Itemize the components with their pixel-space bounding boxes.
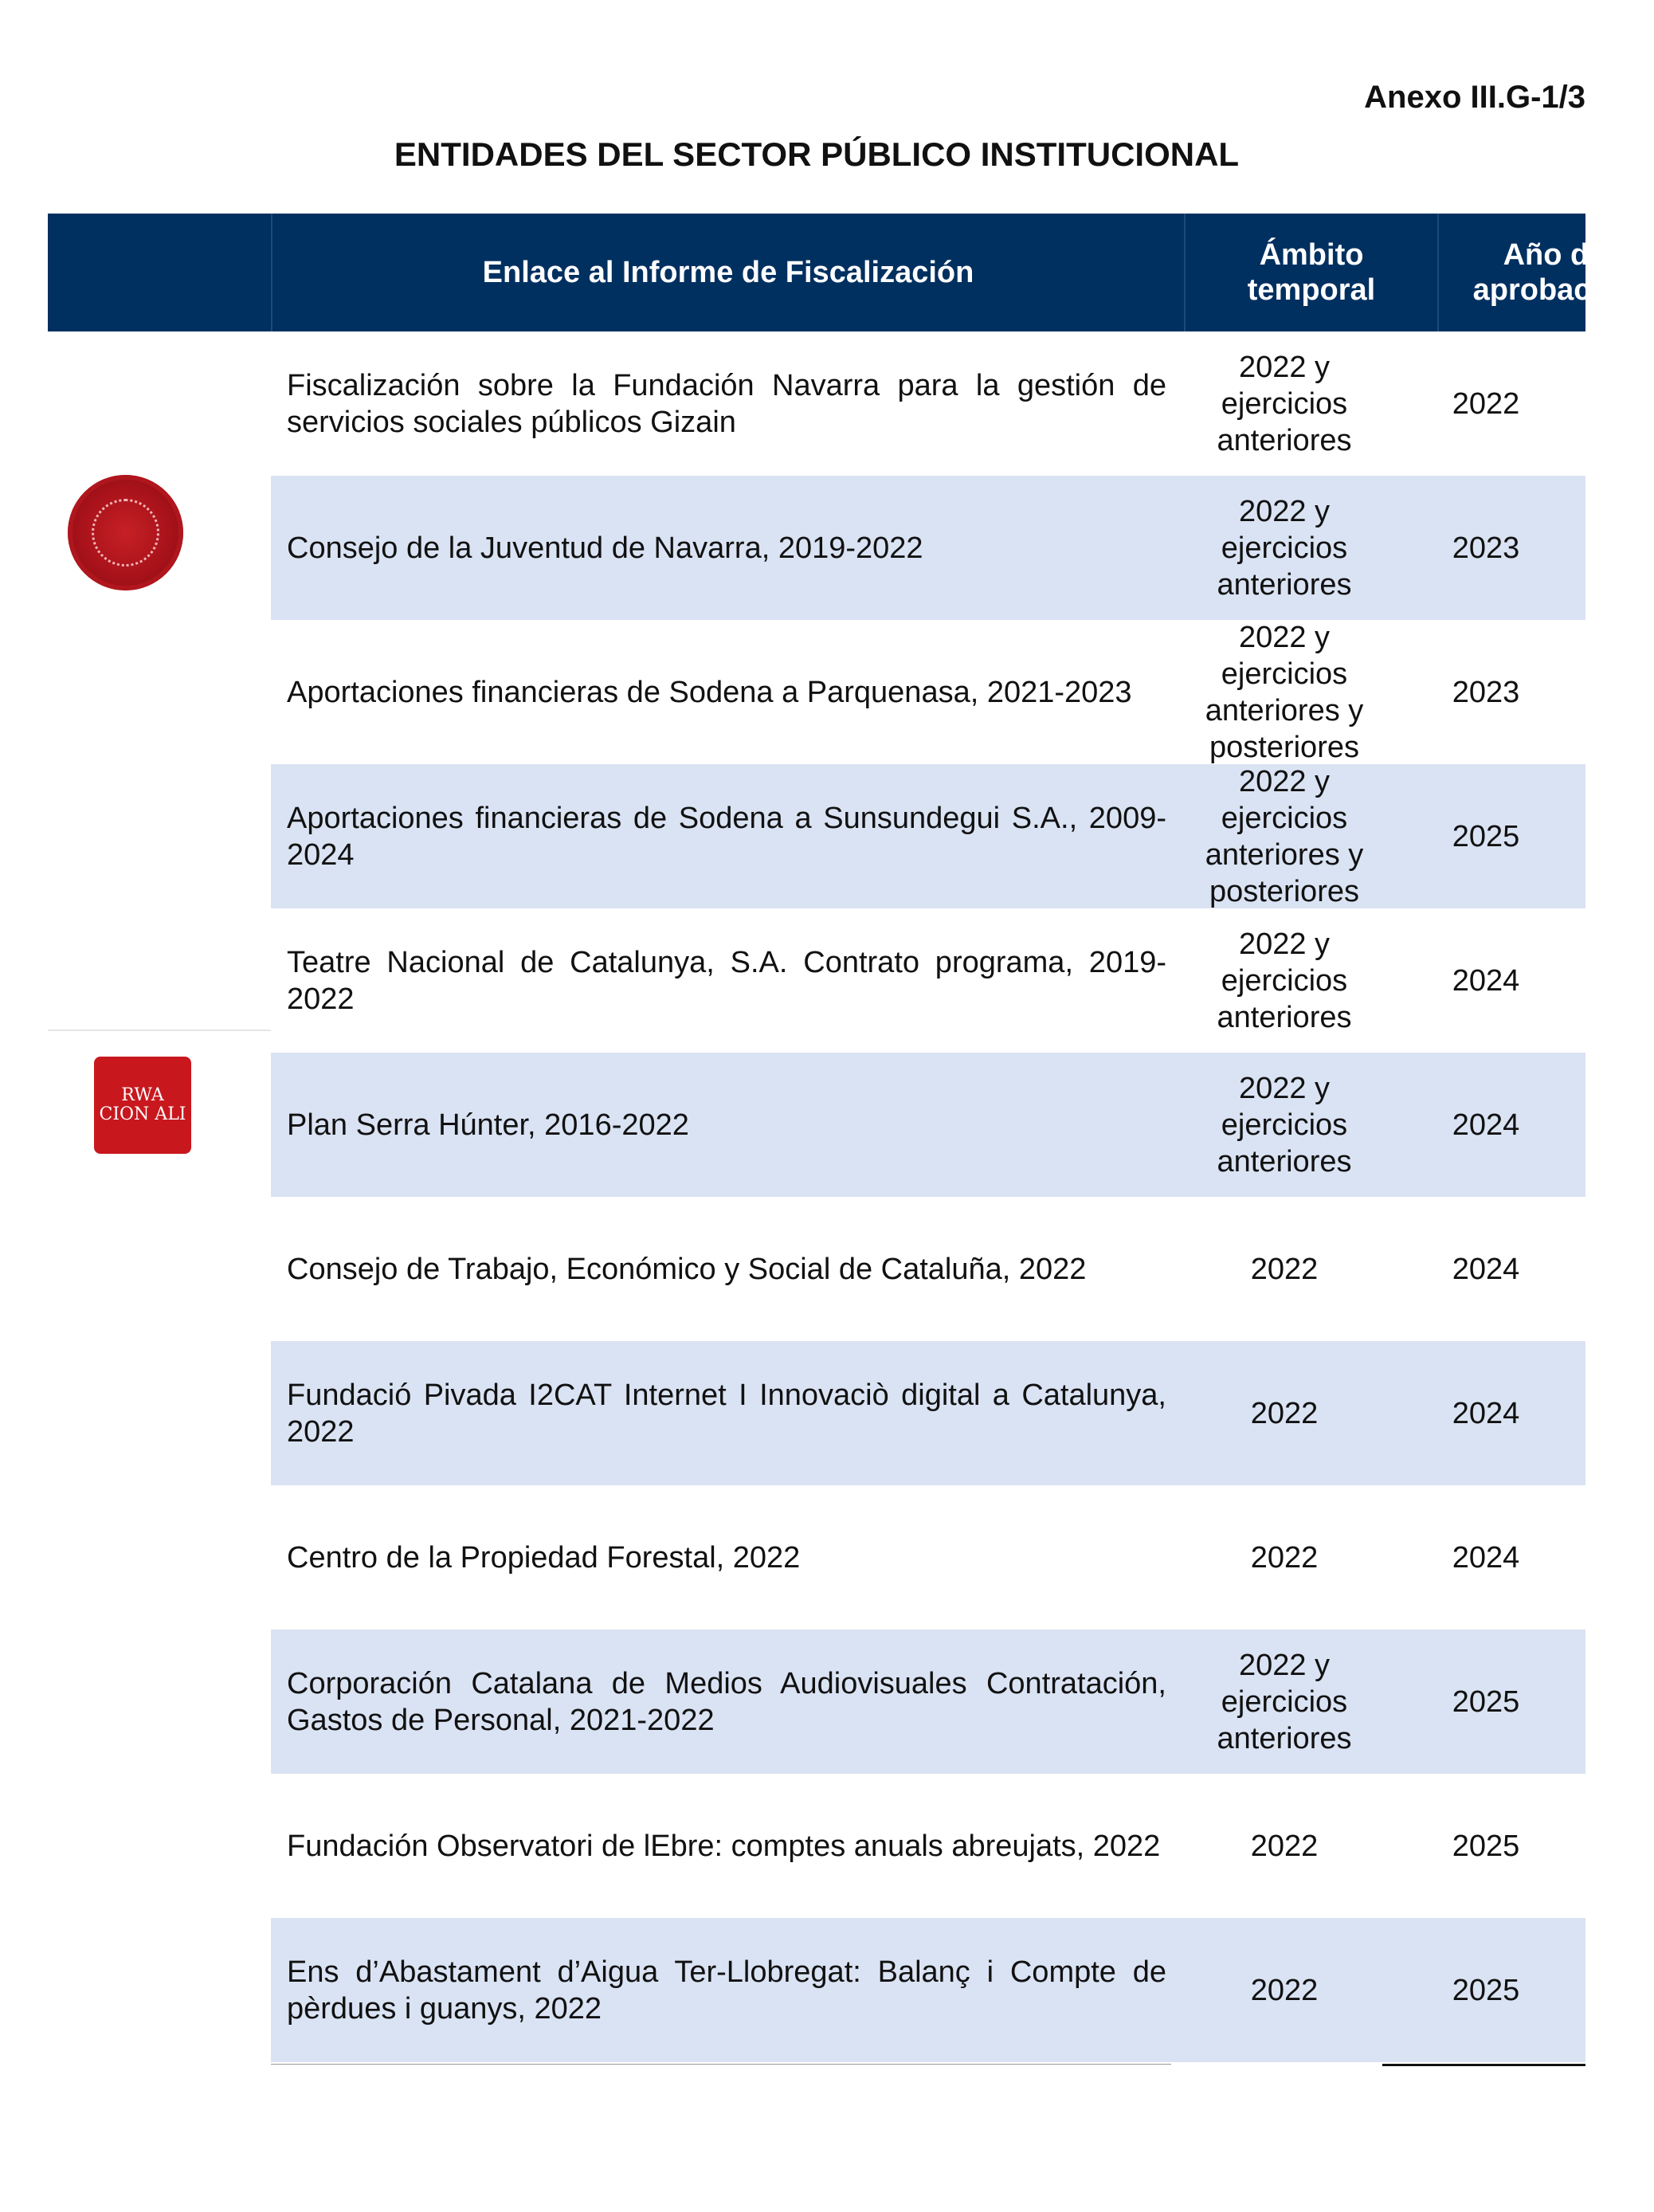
report-link[interactable]: Centro de la Propiedad Forestal, 2022 <box>287 1540 801 1575</box>
table-row <box>48 1630 1585 1774</box>
report-link[interactable]: Aportaciones financieras de Sodena a Parquenasa, 2021-2023 <box>287 675 1132 709</box>
scope-cell: 2022 <box>1250 1252 1319 1286</box>
table-row <box>48 1341 1585 1485</box>
report-link[interactable]: Fundación Observatori de lEbre: comptes anuals abreujats, 2022 <box>287 1829 1161 1863</box>
table-row <box>48 1197 1585 1341</box>
report-link[interactable]: Aportaciones financieras de Sodena a Sunsundegui S.A., 2009-2024 <box>271 764 1182 908</box>
scope-cell: 2022 y ejercicios anteriores y posteriores <box>1205 620 1364 764</box>
scope-cell: 2022 y ejercicios anteriores <box>1182 1630 1386 1774</box>
year-cell: 2025 <box>1386 1918 1585 2062</box>
year-cell: 2024 <box>1452 963 1520 998</box>
year-cell: 2023 <box>1452 675 1520 709</box>
year-cell: 2025 <box>1452 1829 1520 1863</box>
table-row <box>48 1774 1585 1918</box>
table-body <box>48 331 1585 2062</box>
report-link[interactable]: Consejo de Trabajo, Económico y Social de Cataluña, 2022 <box>287 1252 1087 1286</box>
year-cell: 2023 <box>1386 476 1585 620</box>
table-row <box>48 331 1585 476</box>
seal-navarra-icon <box>68 475 183 590</box>
header-link: Enlace al Informe de Fiscalización <box>271 214 1184 331</box>
table-row <box>48 1918 1585 2062</box>
year-cell: 2025 <box>1386 1630 1585 1774</box>
section-divider <box>48 1030 271 1031</box>
scope-cell: 2022 y ejercicios anteriores <box>1217 927 1352 1034</box>
table-row <box>48 476 1585 620</box>
table-row <box>48 1485 1585 1630</box>
bottom-rule-right <box>1382 2064 1585 2066</box>
scope-cell: 2022 <box>1250 1829 1319 1863</box>
report-link[interactable]: Plan Serra Húnter, 2016-2022 <box>271 1053 1182 1197</box>
report-link[interactable]: Consejo de la Juventud de Navarra, 2019-2022 <box>271 476 1182 620</box>
header-year: Año de aprobación <box>1437 214 1654 331</box>
scope-cell: 2022 y ejercicios anteriores <box>1217 350 1352 457</box>
report-link[interactable]: Fiscalización sobre la Fundación Navarra para la gestión de servicios sociales públicos Gizain <box>287 368 1166 439</box>
annex-label: Anexo III.G-1/3 <box>1364 80 1585 115</box>
scope-cell: 2022 y ejercicios anteriores <box>1182 476 1386 620</box>
year-cell: 2024 <box>1452 1252 1520 1286</box>
year-cell: 2024 <box>1386 1053 1585 1197</box>
table-row <box>48 620 1585 764</box>
seal-catalunya-icon: RWA CION ALI <box>94 1057 191 1154</box>
table-row <box>48 1053 1585 1197</box>
year-cell: 2025 <box>1386 764 1585 908</box>
header-empty-cell <box>48 214 271 331</box>
report-link[interactable]: Teatre Nacional de Catalunya, S.A. Contrato programa, 2019-2022 <box>287 945 1166 1016</box>
bottom-rule-left <box>271 2064 1171 2065</box>
year-cell: 2022 <box>1452 386 1520 421</box>
year-cell: 2024 <box>1452 1540 1520 1575</box>
header-scope: Ámbito temporal <box>1184 214 1437 331</box>
page-title: ENTIDADES DEL SECTOR PÚBLICO INSTITUCIONAL <box>394 135 1240 173</box>
year-cell: 2024 <box>1386 1341 1585 1485</box>
scope-cell: 2022 <box>1182 1341 1386 1485</box>
scope-cell: 2022 <box>1250 1540 1319 1575</box>
report-link[interactable]: Ens d’Abastament d’Aigua Ter-Llobregat: Balanç i Compte de pèrdues i guanys, 2022 <box>271 1918 1182 2062</box>
scope-cell: 2022 y ejercicios anteriores y posteriores <box>1182 764 1386 908</box>
table-row <box>48 764 1585 908</box>
table-row <box>48 908 1585 1053</box>
scope-cell: 2022 <box>1182 1918 1386 2062</box>
entities-table <box>48 214 1636 2062</box>
table-header <box>48 214 1636 331</box>
report-link[interactable]: Fundació Pivada I2CAT Internet I Innovaciò digital a Catalunya, 2022 <box>271 1341 1182 1485</box>
scope-cell: 2022 y ejercicios anteriores <box>1182 1053 1386 1197</box>
report-link[interactable]: Corporación Catalana de Medios Audiovisuales Contratación, Gastos de Personal, 2021-2022 <box>271 1630 1182 1774</box>
